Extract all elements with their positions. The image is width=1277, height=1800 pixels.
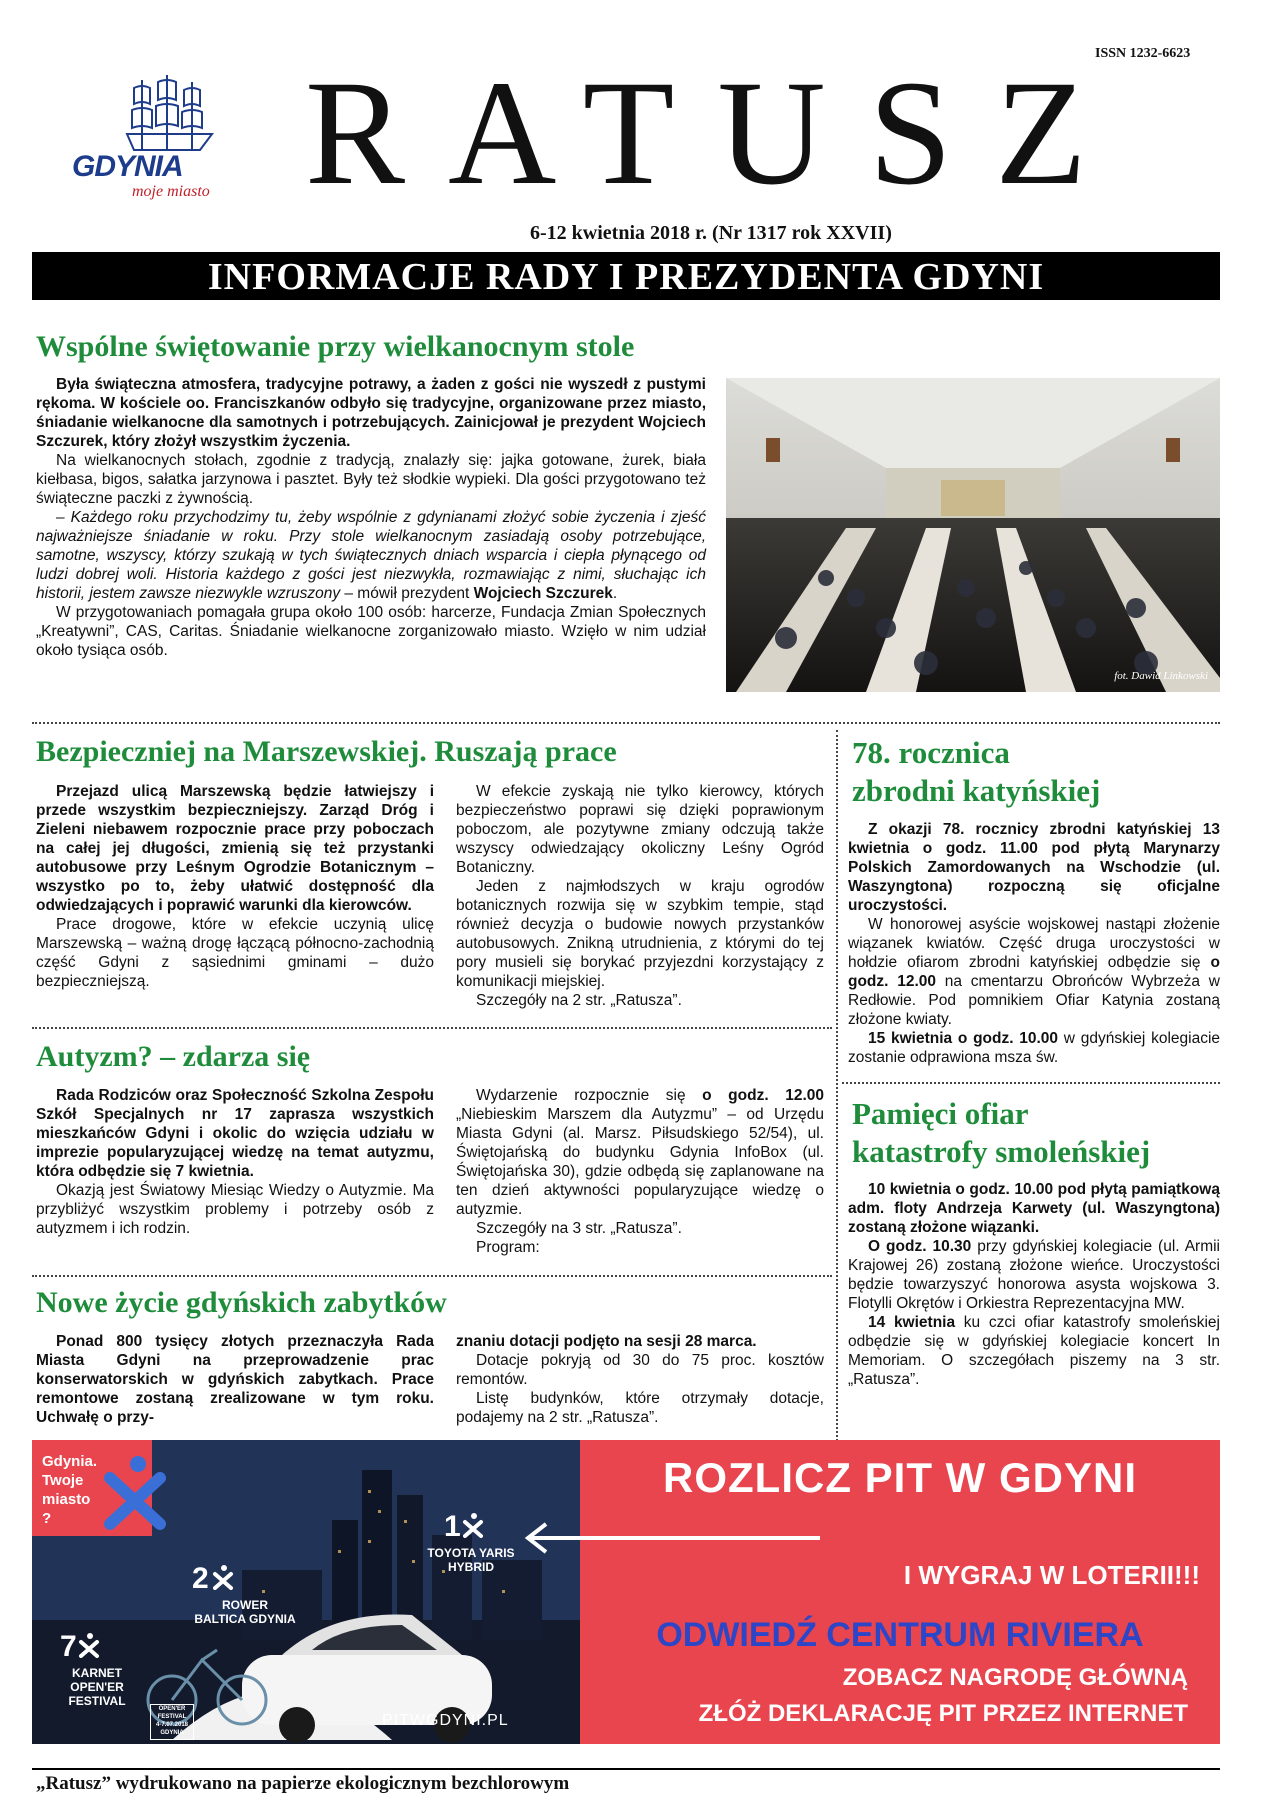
article6-text: przy gdyńskiej kolegiacie (ul. Armii Krajowej 26) zostaną złożone wieńce. Uroczystości będzie towarzyszyć honorowa asysta wojskowa 3. Flotylli Okrętów i Orkiestra Reprezentacyjna MW. xyxy=(848,1238,1221,1312)
ad-image-panel xyxy=(32,1440,580,1744)
arrow-left-icon xyxy=(510,1520,830,1556)
easter-breakfast-photo[interactable] xyxy=(726,378,1220,692)
article3-paragraph xyxy=(456,1086,824,1219)
article1-quote-name: Wojciech Szczurek xyxy=(473,585,613,602)
article5-body xyxy=(848,820,1220,1067)
issn-number: ISSN 1232-6623 xyxy=(1095,46,1191,61)
article2-paragraph: Prace drogowe, które w efekcie uczynią ulicę Marszewską – ważną drogę łączącą północno-zachodnią część Gdyni z sąsiednimi gminami – dużo bezpieczniejszą. xyxy=(36,916,434,990)
article6-lead: 10 kwietnia o godz. 10.00 pod płytą pamiątkową adm. floty Andrzeja Karwety (ul. Waszyngtona) zostaną złożone wiązanki. xyxy=(848,1181,1220,1236)
article5-text: na cmentarzu Obrońców Wybrzeża w Redłowie. Pod pomnikiem Ofiar Katynia zostaną złożone kwiaty. xyxy=(848,973,1220,1028)
opener-ticket-line: 4-7.07.2018 xyxy=(155,1722,189,1728)
article4-lead-continued: znaniu dotacji podjęto na sesji 28 marca. xyxy=(456,1333,757,1350)
prize2-label xyxy=(190,1598,300,1626)
article2-lead: Przejazd ulicą Marszewską będzie łatwiejszy i przede wszystkim bezpieczniejszy. Zarząd Dróg i Zieleni niebawem rozpocznie prace przy poboczach na całej jej długości, zmienią się też przystanki autobusowe przy Leśnym Ogrodzie Botanicznym – wszystko po to, żeby ułatwić dostępność dla odwiedzających i poprawić warunki dla kierowców. xyxy=(36,783,434,914)
article4-paragraph: Listę budynków, które otrzymały dotacje, podajemy na 2 str. „Ratusza”. xyxy=(456,1390,824,1426)
prize-x-icon xyxy=(78,1632,100,1658)
ship-icon xyxy=(72,70,247,160)
opener-ticket-icon xyxy=(150,1704,194,1740)
prize2-label-line: BALTICA GDYNIA xyxy=(194,1612,296,1626)
ad-visit-line: ODWIEDŹ CENTRUM RIVIERA xyxy=(656,1616,1144,1654)
article3-title[interactable]: Autyzm? – zdarza się xyxy=(36,1040,311,1073)
article5-paragraph xyxy=(848,915,1220,1029)
article4-column-left xyxy=(36,1332,434,1427)
article1-quote: – Każdego roku przychodzimy tu, żeby wspólnie z gdynianami złożyć sobie życzenia i zjeść najważniejsze śniadanie w roku. Przy stole wielkanocnym zasiadają osoby potrzebujące, samotne, wszyscy, którzy szukają w tych świątecznych dniach wsparcia i ciepła płynącego od ludzi dobrej woli. Historia każdego z gości jest niezwykła, rozmawiając z nimi, słuchając ich historii, jestem zawsze niezwykle wzruszony xyxy=(36,509,706,602)
photo-credit: fot. Dawid Linkowski xyxy=(1114,670,1208,682)
article6-title[interactable] xyxy=(852,1095,1150,1171)
brand-slogan xyxy=(42,1452,97,1528)
logo-tagline: moje miasto xyxy=(132,183,210,200)
brand-slogan-line: Gdynia. xyxy=(42,1453,98,1470)
prize1-label-line: TOYOTA YARIS xyxy=(427,1546,515,1560)
logo-name: GDYNIA xyxy=(72,150,183,183)
article4-lead: Ponad 800 tysięcy złotych przeznaczyła Rada Miasta Gdyni na przeprowadzenie prac konserwatorskich w gdyńskich zabytkach. Prace remontowe zostaną zrealizowane w tym roku. Uchwałę o przy- xyxy=(36,1333,434,1426)
article5-text: W honorowej asyście wojskowej nastąpi złożenie wiązanek kwiatów. Część druga uroczystości w hołdzie ofiarom zbrodni katyńskiej odbędzie się xyxy=(848,916,1220,971)
prize3-label xyxy=(42,1666,152,1708)
article5-lead: Z okazji 78. rocznicy zbrodni katyńskiej 13 kwietnia o godz. 11.00 pod płytą Marynarzy Polskich Zamordowanych na Wschodzie (ul. Waszyngtona) rozpoczną się oficjalne uroczystości. xyxy=(848,821,1220,914)
article2-reference: Szczegóły na 2 str. „Ratusza”. xyxy=(476,992,682,1009)
prize1-count: 1 xyxy=(444,1510,461,1543)
article6-body xyxy=(848,1180,1220,1389)
article2-paragraph: Jeden z najmłodszych w kraju ogrodów botanicznych rozwija się w szybkim tempie, stąd również decyzja o budowie nowych przystanków autobusowych. Znikną utrudnienia, z którymi do tej pory musieli się borykać przyjezdni korzystający z komunikacji miejskiej. xyxy=(456,878,824,990)
article6-text: ku czci ofiar katastrofy smoleńskiej odbędzie się w gdyńskiej kolegiacie koncert In Memoriam. O szczegółach piszemy na 3 str. „Ratusza”. xyxy=(848,1314,1220,1388)
article1-quote-attribution: – mówił prezydent xyxy=(340,585,474,602)
section-divider xyxy=(32,1027,832,1029)
article6-time: O godz. 10.30 xyxy=(868,1238,972,1255)
prize3-label-line: KARNET xyxy=(72,1666,122,1680)
column-divider xyxy=(836,730,838,1445)
prize3-label-line: OPEN'ER FESTIVAL xyxy=(68,1680,126,1708)
article3-column-left xyxy=(36,1086,434,1238)
opener-ticket-line: GDYNIA xyxy=(160,1730,184,1736)
article5-title-line: 78. rocznica xyxy=(852,735,1010,770)
article6-date: 14 kwietnia xyxy=(868,1314,956,1331)
gdynia-x-icon xyxy=(104,1454,166,1530)
prize-x-icon xyxy=(462,1512,484,1538)
article1-quote-paragraph: – Każdego roku przychodzimy tu, żeby wspólnie z gdynianami złożyć sobie życzenia i zjeść najważniejsze śniadanie w roku. Przy stole wielkanocnym zasiadają osoby potrzebujące, samotne, wszyscy, którzy szukają w tych świątecznych dniach wsparcia i ciepła płynącego od ludzi dobrej woli. Historia każdego z gości jest niezwykła, rozmawiając z nimi, słuchając ich historii, jestem zawsze niezwykle wzruszony – mówił prezydent Wojciech Szczurek. xyxy=(36,509,706,602)
article5-time: o godz. 12.00 xyxy=(848,954,1220,990)
brand-slogan-line: miasto xyxy=(42,1491,91,1508)
article5-date: 15 kwietnia o godz. 10.00 xyxy=(868,1030,1059,1047)
opener-ticket-line: OPEN'ER xyxy=(158,1706,186,1712)
prize-x-icon xyxy=(212,1564,234,1590)
article3-program: Program: xyxy=(476,1239,540,1256)
article6-paragraph xyxy=(848,1237,1220,1313)
article6-paragraph xyxy=(848,1313,1220,1389)
section-divider xyxy=(32,1275,832,1277)
article1-body xyxy=(36,375,706,660)
article5-text: w gdyńskiej kolegiacie zostanie odprawiona msza św. xyxy=(848,1030,1221,1066)
ad-text-panel xyxy=(580,1440,1220,1744)
section-banner: INFORMACJE RADY I PREZYDENTA GDYNI xyxy=(32,252,1220,300)
article5-paragraph xyxy=(848,1029,1220,1067)
ad-lottery-line: I WYGRAJ W LOTERII!!! xyxy=(903,1560,1200,1590)
article2-column-left xyxy=(36,782,434,991)
article4-title[interactable]: Nowe życie gdyńskich zabytków xyxy=(36,1286,447,1319)
article3-column-right xyxy=(456,1086,824,1257)
article6-title-line: katastrofy smoleńskiej xyxy=(852,1134,1151,1169)
prize1-label-line: HYBRID xyxy=(447,1560,494,1574)
footer-note: „Ratusz” wydrukowano na papierze ekologicznym bezchlorowym xyxy=(36,1773,570,1794)
article1-lead: Była świąteczna atmosfera, tradycyjne potrawy, a żaden z gości nie wyszedł z pustymi rękoma. W kościele oo. Franciszkanów odbyło się tradycyjne, organizowane przez miasto, śniadanie wielkanocne dla samotnych i potrzebujących. Zainicjował je prezydent Wojciech Szczurek, który złożył wszystkim życzenia. xyxy=(36,376,706,450)
article1-paragraph: W przygotowaniach pomagała grupa około 100 osób: harcerze, Fundacja Zmian Społecznych „Kreatywni”, CAS, Caritas. Śniadanie wielkanocne zorganizowało miasto. Wzięło w nim udział około tysiąca osób. xyxy=(36,604,706,659)
ad-prize-line: ZOBACZ NAGRODĘ GŁÓWNĄ xyxy=(842,1664,1188,1691)
article2-title[interactable]: Bezpieczniej na Marszewskiej. Ruszają prace xyxy=(36,735,617,768)
article3-reference: Szczegóły na 3 str. „Ratusza”. xyxy=(476,1220,682,1237)
article4-column-right xyxy=(456,1332,824,1427)
article3-text: „Niebieskim Marszem dla Autyzmu” – od Urzędu Miasta Gdyni (al. Marsz. Piłsudskiego 52/54), ul. Świętojańską do budynku Gdynia InfoBox (ul. Świętojańska 30), gdzie odbędą się zaplanowane na ten dzień aktywności popularyzujące wiedzę o autyzmie. xyxy=(456,1106,824,1218)
section-divider xyxy=(842,1082,1220,1084)
brand-slogan-line: ? xyxy=(42,1510,52,1527)
ad-url[interactable]: PITWGDYNI.PL xyxy=(382,1712,509,1729)
footer-rule xyxy=(32,1768,1220,1770)
prize2-label-line: ROWER xyxy=(222,1598,268,1612)
article3-lead: Rada Rodziców oraz Społeczność Szkolna Zespołu Szkół Specjalnych nr 17 zaprasza wszystkich mieszkańców Gdyni i okolic do wzięcia udziału w imprezie popularyzującej wiedzę na temat autyzmu, która odbędzie się 7 kwietnia. xyxy=(36,1087,434,1180)
opener-ticket-line: FESTIVAL xyxy=(157,1714,187,1720)
article4-paragraph: Dotacje pokryją od 30 do 75 proc. kosztów remontów. xyxy=(456,1352,824,1388)
ad-headline: ROZLICZ PIT W GDYNI xyxy=(663,1454,1137,1501)
article3-paragraph: Okazją jest Światowy Miesiąc Wiedzy o Autyzmie. Ma przybliżyć wszystkim problemy i potrzeby osób z autyzmem i ich rodzin. xyxy=(36,1182,434,1237)
photo-illustration xyxy=(726,378,1220,692)
article6-title-line: Pamięci ofiar xyxy=(852,1096,1029,1131)
article5-title-line: zbrodni katyńskiej xyxy=(852,773,1101,808)
article2-paragraph: W efekcie zyskają nie tylko kierowcy, których bezpieczeństwo poprawi się dzięki poprawionym poboczom, ale pozytywne zmiany odczują także wszyscy odwiedzający okoliczny Leśny Ogród Botaniczny. xyxy=(456,783,824,876)
pit-advertisement[interactable] xyxy=(32,1440,1220,1744)
issue-dateline: 6-12 kwietnia 2018 r. (Nr 1317 rok XXVII) xyxy=(530,222,892,244)
article3-time: o godz. 12.00 xyxy=(702,1087,824,1104)
ad-declaration-line: ZŁÓŻ DEKLARACJĘ PIT PRZEZ INTERNET xyxy=(698,1700,1188,1727)
brand-slogan-line: Twoje xyxy=(42,1472,84,1489)
article5-title[interactable] xyxy=(852,734,1100,810)
prize2-count: 2 xyxy=(192,1562,209,1595)
article1-paragraph: Na wielkanocnych stołach, zgodnie z tradycją, znalazły się: jajka gotowane, żurek, biała kiełbasa, bigos, sałatka jarzynowa i pasztet. Były też słodkie wypieki. Dla gości przygotowano też świąteczne paczki z żywnością. xyxy=(36,452,706,507)
gdynia-logo[interactable] xyxy=(72,70,247,200)
prize3-count: 7 xyxy=(60,1630,77,1663)
section-divider xyxy=(32,722,1220,724)
masthead-title: RATUSZ xyxy=(305,50,1130,216)
article3-text: Wydarzenie rozpocznie się xyxy=(476,1087,703,1104)
article1-title[interactable]: Wspólne świętowanie przy wielkanocnym stole xyxy=(36,330,635,363)
article2-column-right xyxy=(456,782,824,1010)
